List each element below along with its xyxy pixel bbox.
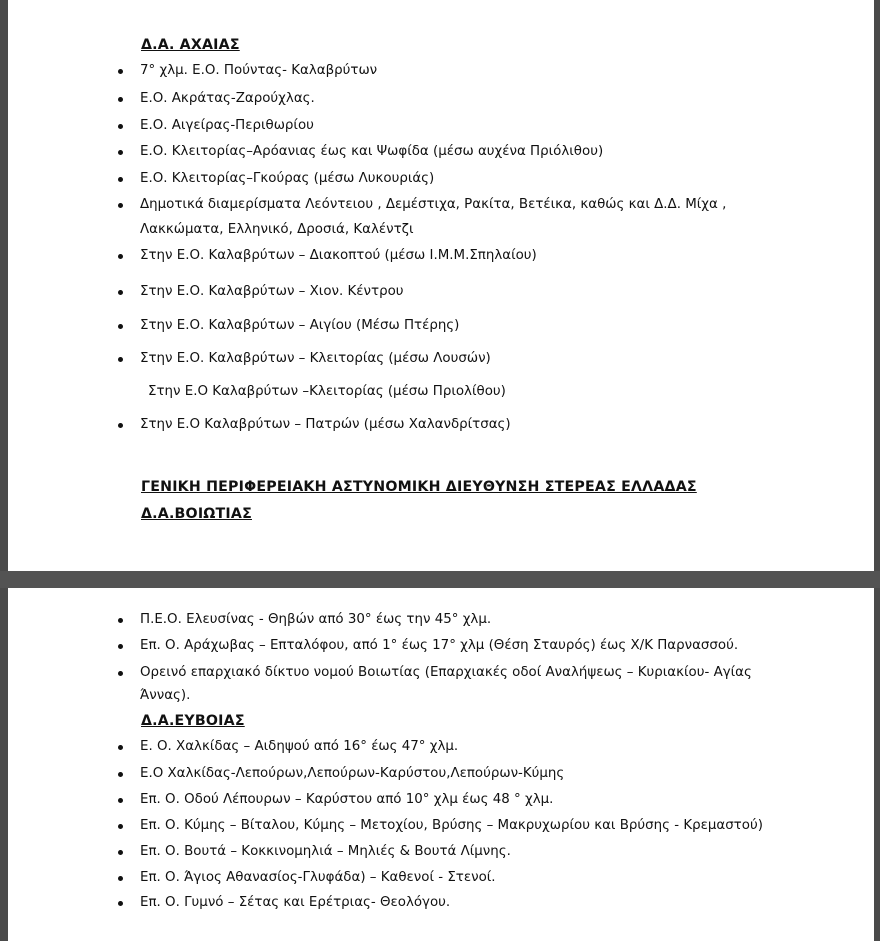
bullet-icon [118,671,123,676]
evia-heading: Δ.Α.ΕΥΒΟΙΑΣ [141,713,245,729]
bullet-icon [118,901,123,906]
list-item: Επ. Ο. Αράχωβας – Επταλόφου, από 1° έως 17° χλμ (Θέση Σταυρός) έως Χ/Κ Παρνασσού. [140,638,739,653]
general-directorate-heading: ΓΕΝΙΚΗ ΠΕΡΙΦΕΡΕΙΑΚΗ ΑΣΤΥΝΟΜΙΚΗ ΔΙΕΥΘΥΝΣΗ ΣΤΕΡΕΑΣ ΕΛΛΑΔΑΣ [141,479,697,495]
bullet-icon [118,124,123,129]
list-item-continuation: Άννας). [140,688,191,703]
bullet-icon [118,177,123,182]
list-item: Στην Ε.Ο. Καλαβρύτων – Χιον. Κέντρου [140,284,404,299]
list-item: 7° χλμ. Ε.Ο. Πούντας- Καλαβρύτων [140,63,378,78]
bullet-icon [118,150,123,155]
list-item: Επ. Ο. Άγιος Αθανασίος-Γλυφάδα) – Καθενοί - Στενοί. [140,870,496,885]
bullet-icon [118,798,123,803]
bullet-icon [118,324,123,329]
viewer-right-edge [874,0,880,941]
bullet-icon [118,423,123,428]
viewer-left-edge [0,0,8,941]
voiotia-heading: Δ.Α.ΒΟΙΩΤΙΑΣ [141,506,252,522]
list-item: Στην Ε.Ο. Καλαβρύτων – Αιγίου (Μέσω Πτέρης) [140,318,460,333]
bullet-icon [118,254,123,259]
list-item: Στην Ε.Ο. Καλαβρύτων – Κλειτορίας (μέσω Λουσών) [140,351,491,366]
list-item: Επ. Ο. Βουτά – Κοκκινομηλιά – Μηλιές & Βουτά Λίμνης. [140,844,511,859]
list-item: Ε. Ο. Χαλκίδας – Αιδηψού από 16° έως 47° χλμ. [140,739,459,754]
bullet-icon [118,618,123,623]
bullet-icon [118,745,123,750]
page-gap [0,571,880,588]
bullet-icon [118,357,123,362]
bullet-icon [118,69,123,74]
list-item: Επ. Ο. Γυμνό – Σέτας και Ερέτριας- Θεολόγου. [140,895,451,910]
bullet-icon [118,644,123,649]
list-item: Επ. Ο. Κύμης – Βίταλου, Κύμης – Μετοχίου, Βρύσης – Μακρυχωρίου και Βρύσης - Κρεμαστού) [140,818,763,833]
list-item-unbulleted: Στην Ε.Ο Καλαβρύτων –Κλειτορίας (μέσω Πριολίθου) [148,384,506,399]
achaia-heading: Δ.Α. ΑΧΑΙΑΣ [141,37,240,53]
document-page-1 [8,0,874,571]
bullet-icon [118,97,123,102]
list-item: Ε.Ο. Κλειτορίας–Γκούρας (μέσω Λυκουριάς) [140,171,435,186]
list-item: Ορεινό επαρχιακό δίκτυο νομού Βοιωτίας (Επαρχιακές οδοί Αναλήψεως – Κυριακίου- Αγίας [140,665,752,680]
list-item: Στην Ε.Ο Καλαβρύτων – Πατρών (μέσω Χαλανδρίτσας) [140,417,511,432]
list-item: Ε.Ο. Κλειτορίας–Αρόανιας έως και Ψωφίδα (μέσω αυχένα Πριόλιθου) [140,144,604,159]
bullet-icon [118,850,123,855]
list-item: Επ. Ο. Οδού Λέπουρων – Καρύστου από 10° χλμ έως 48 ° χλμ. [140,792,554,807]
bullet-icon [118,772,123,777]
list-item: Δημοτικά διαμερίσματα Λεόντειου , Δεμέστιχα, Ρακίτα, Βετέικα, καθώς και Δ.Δ. Μίχα , [140,197,727,212]
bullet-icon [118,876,123,881]
document-page-2 [8,588,874,941]
bullet-icon [118,290,123,295]
list-item: Ε.Ο. Αιγείρας-Περιθωρίου [140,118,314,133]
list-item: Ε.Ο. Ακράτας-Ζαρούχλας. [140,91,315,106]
list-item-continuation: Λακκώματα, Ελληνικό, Δροσιά, Καλέντζι [140,222,414,237]
bullet-icon [118,203,123,208]
list-item: Στην Ε.Ο. Καλαβρύτων – Διακοπτού (μέσω Ι.Μ.Μ.Σπηλαίου) [140,248,537,263]
list-item: Ε.Ο Χαλκίδας-Λεπούρων,Λεπούρων-Καρύστου,Λεπούρων-Κύμης [140,766,565,781]
bullet-icon [118,824,123,829]
list-item: Π.Ε.Ο. Ελευσίνας - Θηβών από 30° έως την 45° χλμ. [140,612,492,627]
